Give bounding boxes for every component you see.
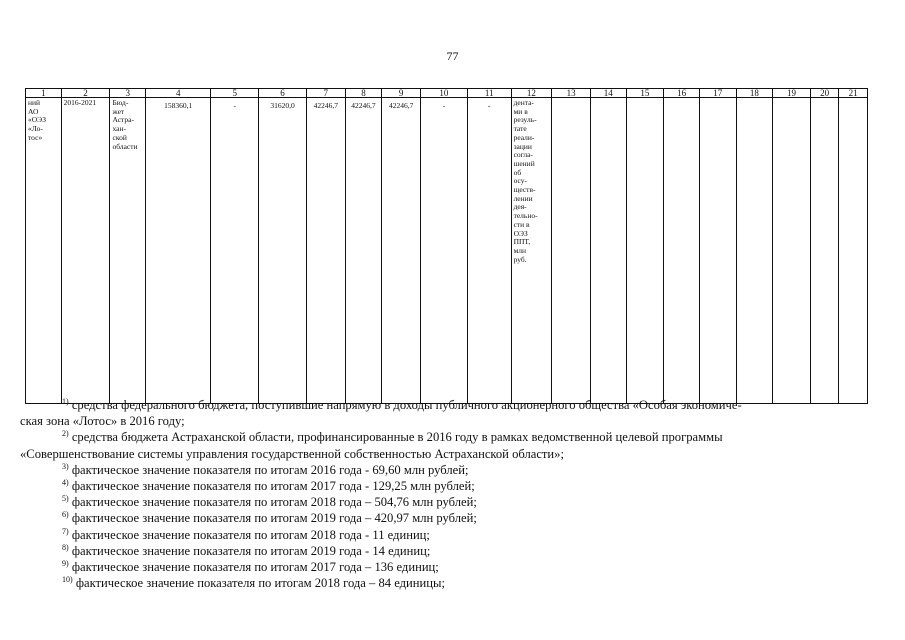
column-header: 17 [699, 89, 736, 98]
cell-line: сти в [513, 219, 530, 229]
cell-line: зации [513, 141, 532, 151]
cell-col17 [699, 98, 736, 404]
cell-executor [26, 98, 62, 404]
footnote-6 [62, 510, 862, 526]
footnote-text: фактическое значение показателя по итогам 2018 года – 504,76 млн рублей; [71, 495, 477, 510]
footnote-7 [62, 527, 862, 543]
footnote-marker: 2) [62, 429, 69, 439]
cell-line: млн [513, 245, 527, 255]
cell-col21 [839, 98, 868, 404]
column-header: 8 [345, 89, 382, 98]
footnote-1 [20, 397, 862, 429]
cell-line: руб. [513, 254, 527, 264]
footnote-text-continued: «Совершенствование системы управления государственной собственностью Астраханской области»; [20, 446, 564, 461]
footnote-8 [62, 543, 862, 559]
footnote-5 [62, 494, 862, 510]
column-header: 5 [211, 89, 259, 98]
cell-line: АО [28, 106, 39, 116]
column-header: 20 [810, 89, 839, 98]
cell-line: согла- [513, 150, 533, 160]
footnote-text: фактическое значение показателя по итогам 2018 года – 84 единицы; [75, 576, 445, 591]
cell-line: тельно- [513, 211, 538, 221]
cell-col10: - [420, 98, 467, 404]
footnote-marker: 8) [62, 542, 69, 552]
footnote-marker: 5) [62, 494, 69, 504]
footnote-text: фактическое значение показателя по итогам 2019 года - 14 единиц; [71, 543, 431, 558]
column-header: 4 [146, 89, 211, 98]
cell-col6: 31620,0 [259, 98, 307, 404]
footnote-text: фактическое значение показателя по итогам 2017 года – 136 единиц; [71, 560, 439, 575]
page-number: 77 [446, 49, 459, 63]
footnote-marker: 4) [62, 478, 69, 488]
cell-line: резуль- [513, 115, 537, 125]
cell-line: ППТ, [513, 237, 531, 247]
cell-col5: - [211, 98, 259, 404]
cell-line: дента- [513, 98, 534, 107]
cell-col11: - [467, 98, 511, 404]
footnote-text: средства бюджета Астраханской области, профинансированные в 2016 году в рамках ведомственной целевой программы [71, 430, 723, 445]
cell-line: об [513, 167, 522, 177]
column-header: 13 [552, 89, 591, 98]
cell-line: реали- [513, 132, 535, 142]
cell-col13 [552, 98, 591, 404]
column-header: 18 [736, 89, 773, 98]
cell-line: Бюд- [112, 98, 129, 107]
column-header: 14 [590, 89, 626, 98]
cell-line: хан- [112, 124, 126, 134]
footnote-marker: 6) [62, 510, 69, 520]
column-header: 15 [626, 89, 664, 98]
cell-line: области [112, 141, 138, 151]
cell-line: «Ло- [28, 124, 43, 134]
cell-line: ми в [513, 106, 528, 116]
column-header: 11 [467, 89, 511, 98]
cell-line: лении [513, 193, 533, 203]
table-row [26, 98, 868, 404]
footnotes [20, 397, 862, 591]
column-header: 12 [511, 89, 552, 98]
cell-line: ний [28, 98, 41, 107]
cell-line: жет [112, 106, 125, 116]
footnote-10 [62, 575, 862, 591]
cell-col9: 42246,7 [382, 98, 421, 404]
column-header: 2 [61, 89, 110, 98]
footnote-marker: 7) [62, 526, 69, 536]
cell-line: осу- [513, 176, 527, 186]
cell-col18 [736, 98, 773, 404]
cell-line: «ОЭЗ [28, 115, 46, 125]
column-header: 3 [110, 89, 146, 98]
column-header: 1 [26, 89, 62, 98]
column-header: 6 [259, 89, 307, 98]
footnote-9 [62, 559, 862, 575]
cell-line: ОЭЗ [513, 228, 528, 238]
column-header: 19 [773, 89, 811, 98]
cell-col16 [664, 98, 700, 404]
cell-col19 [773, 98, 811, 404]
footnote-text: средства федерального бюджета, поступившие напрямую в доходы публичного акционерного общества «Особая экономиче- [71, 398, 742, 412]
cell-col8: 42246,7 [345, 98, 382, 404]
footnote-marker: 3) [62, 461, 69, 471]
cell-line: ществ- [513, 185, 536, 195]
footnote-text-continued: ская зона «Лотос» в 2016 году; [20, 414, 185, 429]
column-header: 7 [306, 89, 345, 98]
data-table [25, 88, 868, 404]
footnote-marker: 9) [62, 559, 69, 569]
cell-line: дея- [513, 202, 527, 212]
cell-line: тос» [28, 132, 43, 142]
cell-total: 158360,1 [146, 98, 211, 404]
cell-line: ской [112, 132, 127, 142]
footnote-text: фактическое значение показателя по итогам 2017 года - 129,25 млн рублей; [71, 479, 475, 494]
footnote-marker: 10) [62, 575, 73, 585]
cell-line: тате [513, 124, 527, 134]
footnote-text: фактическое значение показателя по итогам 2018 года - 11 единиц; [71, 527, 430, 542]
footnote-text: фактическое значение показателя по итогам 2019 года – 420,97 млн рублей; [71, 511, 477, 526]
footnote-marker: 1) [62, 397, 69, 406]
column-header: 21 [839, 89, 868, 98]
cell-col15 [626, 98, 664, 404]
footnote-4 [62, 478, 862, 494]
column-header: 9 [382, 89, 421, 98]
column-header: 16 [664, 89, 700, 98]
footnote-3 [62, 462, 862, 478]
cell-col20 [810, 98, 839, 404]
table-header-row [26, 89, 868, 98]
cell-period: 2016-2021 [61, 98, 110, 404]
cell-col14 [590, 98, 626, 404]
cell-col7: 42246,7 [306, 98, 345, 404]
cell-source [110, 98, 146, 404]
cell-indicator [511, 98, 552, 404]
cell-line: Астра- [112, 115, 134, 125]
cell-line: шений [513, 158, 535, 168]
footnote-text: фактическое значение показателя по итогам 2016 года - 69,60 млн рублей; [71, 462, 469, 477]
column-header: 10 [420, 89, 467, 98]
footnote-2 [20, 429, 862, 461]
